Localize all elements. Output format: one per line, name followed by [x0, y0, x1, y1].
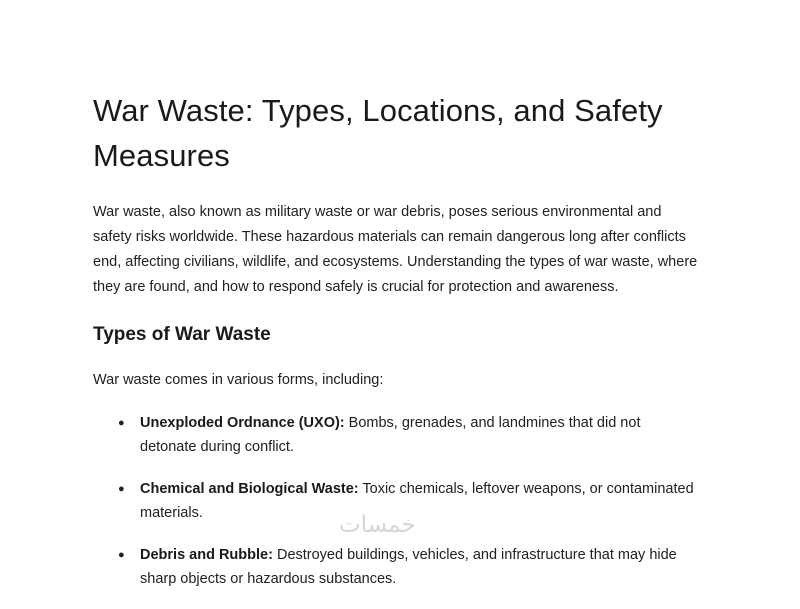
list-item-text: Destroyed buildings, vehicles, and infrastructure that may hide sharp objects or hazardous substances.	[140, 547, 677, 587]
war-waste-types-list	[93, 411, 698, 591]
list-item	[140, 411, 698, 459]
list-item-text: Toxic chemicals, leftover weapons, or contaminated materials.	[140, 481, 694, 521]
watermark-text: خمسات	[339, 512, 416, 538]
lead-in-paragraph: War waste comes in various forms, including:	[93, 372, 384, 388]
section-heading-types-of-war-waste: Types of War Waste	[93, 324, 271, 345]
intro-paragraph: War waste, also known as military waste or war debris, poses serious environmental and safety risks worldwide. These hazardous materials can remain dangerous long after conflicts end, affecting civilians, wildlife, and ecosystems. Understanding the types of war waste, where they are found, and how to respond safely is crucial for protection and awareness.	[93, 204, 698, 295]
list-item-term: Unexploded Ordnance (UXO):	[140, 415, 345, 431]
page-title: War Waste: Types, Locations, and Safety Measures	[93, 93, 663, 173]
list-item-term: Chemical and Biological Waste:	[140, 481, 359, 497]
list-item-term: Debris and Rubble:	[140, 547, 273, 563]
list-item	[140, 477, 698, 525]
list-item	[140, 543, 698, 591]
list-item-text: Bombs, grenades, and landmines that did not detonate during conflict.	[140, 415, 641, 455]
